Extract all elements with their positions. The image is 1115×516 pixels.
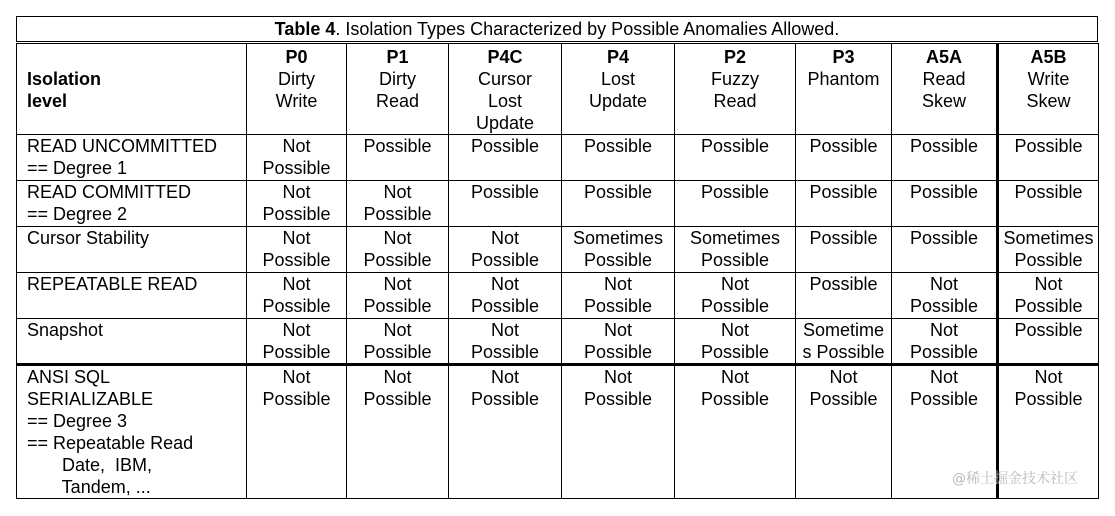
- anomaly-cell: Not Possible: [347, 273, 449, 319]
- anomaly-cell: Not Possible: [347, 227, 449, 273]
- anomaly-name: Update: [475, 113, 535, 133]
- caption-label: Table 4: [274, 19, 336, 39]
- anomaly-cell: Not Possible: [675, 273, 796, 319]
- anomaly-code: P2: [723, 47, 747, 67]
- anomaly-cell: Not Possible: [892, 273, 998, 319]
- anomaly-name: Read: [375, 91, 420, 111]
- isolation-level-name: Snapshot: [17, 319, 247, 365]
- anomaly-cell: Not Possible: [998, 365, 1099, 499]
- anomaly-cell: Not Possible: [247, 273, 347, 319]
- anomaly-cell: Possible: [675, 181, 796, 227]
- anomaly-code: A5A: [925, 47, 962, 67]
- caption-text: . Isolation Types Characterized by Possible Anomalies Allowed.: [335, 19, 840, 39]
- anomaly-cell: Not Possible: [449, 365, 562, 499]
- anomaly-name: Lost: [600, 69, 636, 89]
- anomaly-cell: Possible: [796, 181, 892, 227]
- anomaly-cell: Not Possible: [347, 365, 449, 499]
- anomaly-cell: Not Possible: [562, 319, 675, 365]
- anomaly-cell: Not Possible: [562, 365, 675, 499]
- isolation-level-name: READ UNCOMMITTED == Degree 1: [17, 135, 247, 181]
- column-header-p4: [562, 44, 675, 135]
- column-header-p1: [347, 44, 449, 135]
- anomaly-cell: Sometimes Possible: [562, 227, 675, 273]
- anomaly-cell: Not Possible: [247, 227, 347, 273]
- anomaly-name: Write: [275, 91, 318, 111]
- anomaly-code: P4: [606, 47, 630, 67]
- anomaly-cell: Not Possible: [892, 319, 998, 365]
- anomaly-cell: Sometime s Possible: [796, 319, 892, 365]
- watermark: @稀土掘金技术社区: [952, 471, 1078, 487]
- anomaly-name: Fuzzy: [710, 69, 759, 89]
- table-row: [17, 227, 1099, 273]
- anomaly-cell: Possible: [562, 135, 675, 181]
- anomaly-cell: Possible: [892, 135, 998, 181]
- anomaly-cell: Not Possible: [449, 319, 562, 365]
- table-row: [17, 135, 1099, 181]
- anomaly-cell: Not Possible: [347, 319, 449, 365]
- anomaly-code: P3: [832, 47, 855, 67]
- anomaly-cell: Sometimes Possible: [998, 227, 1099, 273]
- table-row: [17, 181, 1099, 227]
- anomaly-cell: Not Possible: [562, 273, 675, 319]
- anomaly-cell: Not Possible: [247, 319, 347, 365]
- isolation-level-name: ANSI SQL SERIALIZABLE == Degree 3 == Repeatable Read Date, IBM, Tandem, ...: [17, 365, 247, 499]
- isolation-level-name: Cursor Stability: [17, 227, 247, 273]
- isolation-level-name: REPEATABLE READ: [17, 273, 247, 319]
- anomaly-name: Write: [1027, 69, 1070, 89]
- anomaly-cell: Not Possible: [675, 365, 796, 499]
- anomaly-cell: Possible: [796, 273, 892, 319]
- isolation-level-header: Isolation level: [17, 44, 247, 135]
- anomaly-cell: Possible: [998, 135, 1099, 181]
- anomaly-cell: Not Possible: [449, 227, 562, 273]
- anomaly-name: Read: [713, 91, 757, 111]
- table-row: [17, 273, 1099, 319]
- anomaly-cell: Possible: [892, 181, 998, 227]
- anomaly-name: Lost: [487, 91, 523, 111]
- column-header-a5a: [892, 44, 998, 135]
- anomaly-cell: Possible: [892, 227, 998, 273]
- isolation-table: [16, 43, 1099, 499]
- anomaly-cell: Possible: [998, 181, 1099, 227]
- column-header-p4c: [449, 44, 562, 135]
- anomaly-cell: Possible: [562, 181, 675, 227]
- anomaly-cell: Not Possible: [247, 365, 347, 499]
- column-header-p2: [675, 44, 796, 135]
- anomaly-name: Read: [922, 69, 966, 89]
- anomaly-cell: Not Possible: [449, 273, 562, 319]
- anomaly-code: P1: [386, 47, 409, 67]
- anomaly-name: Cursor: [477, 69, 532, 89]
- column-header-p0: [247, 44, 347, 135]
- column-header-p3: [796, 44, 892, 135]
- anomaly-code: P4C: [487, 47, 523, 67]
- anomaly-name: Skew: [1026, 91, 1071, 111]
- anomaly-name: Update: [588, 91, 648, 111]
- anomaly-cell: Not Possible: [247, 135, 347, 181]
- anomaly-name: Skew: [921, 91, 966, 111]
- table-row: [17, 365, 1099, 499]
- anomaly-cell: Not Possible: [998, 273, 1099, 319]
- header-row: [17, 44, 1099, 135]
- anomaly-cell: Not Possible: [796, 365, 892, 499]
- isolation-level-name: READ COMMITTED == Degree 2: [17, 181, 247, 227]
- anomaly-name: Dirty: [379, 69, 416, 89]
- anomaly-code: P0: [285, 47, 308, 67]
- anomaly-cell: Possible: [796, 135, 892, 181]
- anomaly-cell: Not Possible: [892, 365, 998, 499]
- anomaly-cell: Sometimes Possible: [675, 227, 796, 273]
- anomaly-code: A5B: [1030, 47, 1067, 67]
- anomaly-cell: Possible: [796, 227, 892, 273]
- anomaly-cell: Not Possible: [675, 319, 796, 365]
- anomaly-name: Dirty: [278, 69, 315, 89]
- anomaly-cell: Possible: [347, 135, 449, 181]
- table-row: [17, 319, 1099, 365]
- table-caption: [16, 16, 1098, 42]
- anomaly-cell: Not Possible: [247, 181, 347, 227]
- anomaly-name: Phantom: [807, 69, 880, 89]
- column-header-a5b: [998, 44, 1099, 135]
- table-frame: [16, 16, 1098, 502]
- anomaly-cell: Not Possible: [347, 181, 449, 227]
- anomaly-cell: Possible: [998, 319, 1099, 365]
- anomaly-cell: Possible: [449, 135, 562, 181]
- anomaly-cell: Possible: [675, 135, 796, 181]
- anomaly-cell: Possible: [449, 181, 562, 227]
